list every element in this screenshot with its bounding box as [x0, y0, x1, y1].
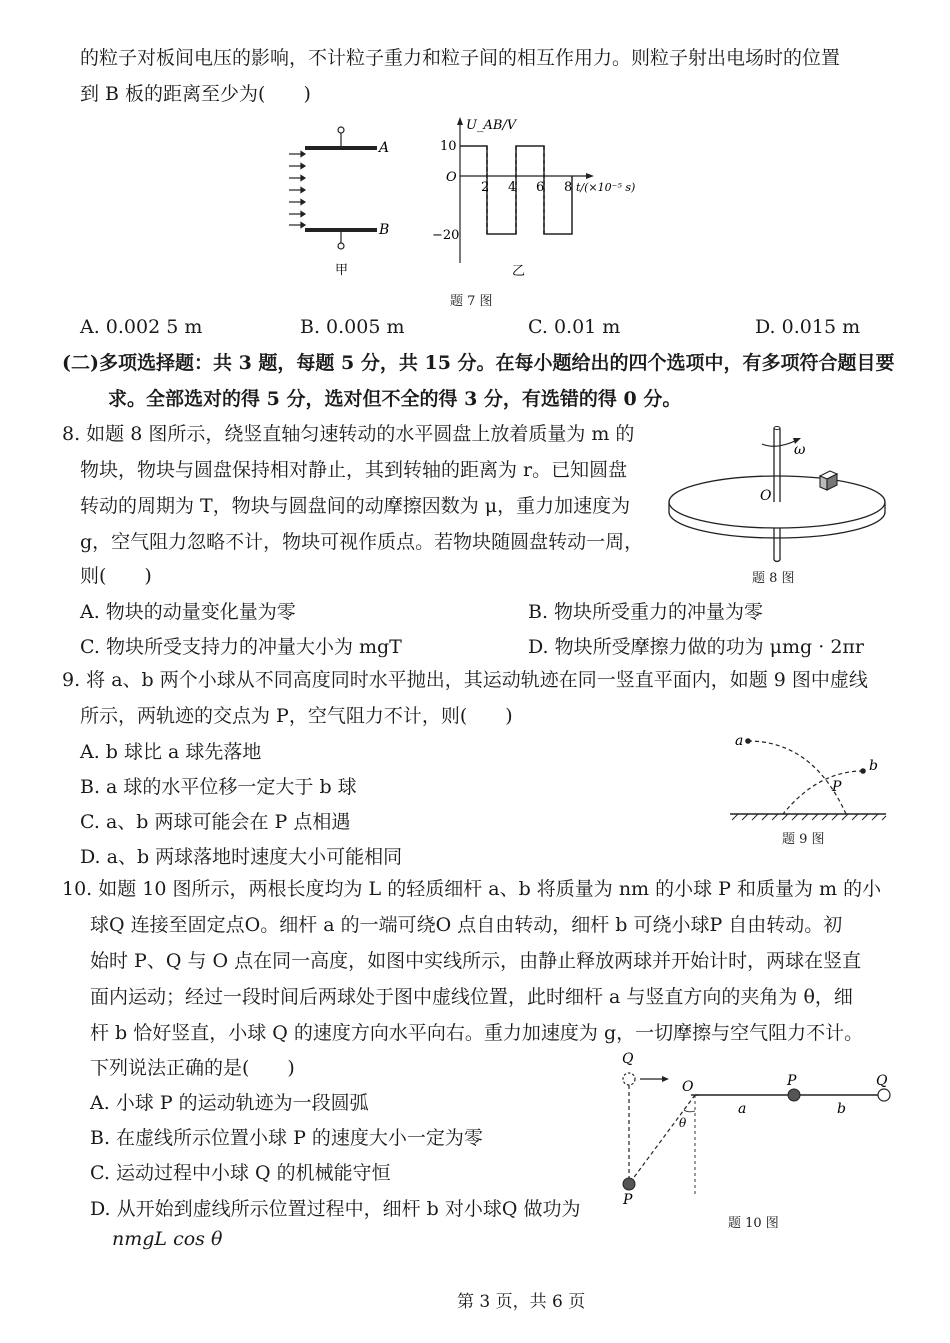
q10-text-line1: 10. 如题 10 图所示，两根长度均为 L 的轻质细杆 a、b 将质量为 nm 的小球 P 和质量为 m 的小 — [62, 878, 882, 900]
q10-text-line4: 面内运动；经过一段时间后两球处于图中虚线位置，此时细杆 a 与竖直方向的夹角为 θ，细 — [90, 986, 853, 1008]
plate-a-label: A — [379, 140, 390, 156]
q7-option-d: D. 0.015 m — [755, 316, 861, 338]
q8-option-d: D. 物块所受摩擦力做的功为 μmg · 2πr — [528, 636, 864, 658]
q10-text-line3: 始时 P、Q 与 O 点在同一高度，如图中实线所示，由静止释放两球并开始计时，两球在竖直 — [90, 950, 862, 972]
q9-figure-trajectories — [728, 728, 888, 823]
q9-option-d: D. a、b 两球落地时速度大小可能相同 — [80, 846, 403, 868]
q8-text-line3: 转动的周期为 T，物块与圆盘间的动摩擦因数为 μ，重力加速度为 — [80, 495, 631, 517]
omega-label: ω — [794, 442, 806, 458]
x-tick-8: 8 — [564, 180, 573, 195]
p-right-label: P — [787, 1073, 797, 1089]
q8-text-line5: 则( ) — [80, 565, 152, 587]
o-label: O — [682, 1079, 694, 1095]
q7-option-a: A. 0.002 5 m — [80, 316, 203, 338]
q9-text-line1: 9. 将 a、b 两个小球从不同高度同时水平抛出，其运动轨迹在同一竖直平面内，如题 9 图中虚线 — [62, 669, 868, 691]
q7-text-line1: 的粒子对板间电压的影响，不计粒子重力和粒子间的相互作用力。则粒子射出电场时的位置 — [80, 47, 841, 69]
p-bottom-label: P — [623, 1192, 633, 1207]
center-o-label: O — [760, 488, 772, 504]
fig-yi-caption: 乙 — [512, 264, 526, 278]
point-p-label: P — [832, 779, 842, 795]
y-tick-bottom: −20 — [432, 228, 460, 243]
x-tick-4: 4 — [508, 180, 517, 195]
x-tick-6: 6 — [536, 180, 545, 195]
y-tick-top: 10 — [440, 139, 457, 154]
q9-option-c: C. a、b 两球可能会在 P 点相遇 — [80, 811, 351, 833]
q8-option-c: C. 物块所受支持力的冲量大小为 mgT — [80, 636, 402, 658]
q7-figure-jia — [285, 122, 405, 277]
q8-text-line2: 物块，物块与圆盘保持相对静止，其到转轴的距离为 r。已知圆盘 — [80, 459, 628, 481]
q7-figure-yi — [430, 113, 660, 278]
origin-label: O — [446, 170, 457, 185]
plate-b-label: B — [379, 222, 390, 238]
q9-option-a: A. b 球比 a 球先落地 — [80, 741, 262, 763]
ball-a-label: a — [735, 733, 744, 749]
q10-option-a: A. 小球 P 的运动轨迹为一段圆弧 — [90, 1092, 369, 1114]
q8-option-b: B. 物块所受重力的冲量为零 — [528, 601, 764, 623]
fig-jia-caption: 甲 — [335, 263, 349, 277]
q10-option-d: D. 从开始到虚线所示位置过程中，细杆 b 对小球Q 做功为 — [90, 1198, 581, 1220]
section2-heading-line1: (二)多项选择题：共 3 题，每题 5 分，共 15 分。在每小题给出的四个选项中，有多项符合题目要 — [62, 352, 895, 374]
q7-figure-caption: 题 7 图 — [450, 294, 493, 309]
q10-figure-rods — [612, 1047, 902, 1207]
ball-b-label: b — [869, 758, 878, 774]
q9-figure-caption: 题 9 图 — [782, 832, 825, 847]
rod-b-label: b — [837, 1101, 846, 1117]
q8-figure-caption: 题 8 图 — [752, 571, 795, 586]
theta-label: θ — [679, 1116, 687, 1130]
q8-text-line1: 8. 如题 8 图所示，绕竖直轴匀速转动的水平圆盘上放着质量为 m 的 — [62, 423, 635, 445]
q-top-label: Q — [622, 1051, 634, 1067]
x-tick-2: 2 — [481, 180, 490, 195]
q10-option-c: C. 运动过程中小球 Q 的机械能守恒 — [90, 1162, 391, 1184]
q8-option-a: A. 物块的动量变化量为零 — [80, 601, 296, 623]
q-right-label: Q — [876, 1073, 888, 1089]
y-axis-label: U_AB/V — [466, 118, 517, 133]
q10-option-d-cont: nmgL cos θ — [112, 1228, 223, 1250]
q8-text-line4: g，空气阻力忽略不计，物块可视作质点。若物块随圆盘转动一周， — [80, 531, 644, 553]
page-footer: 第 3 页，共 6 页 — [457, 1292, 586, 1312]
q10-figure-caption: 题 10 图 — [728, 1216, 779, 1231]
q9-text-line2: 所示，两轨迹的交点为 P，空气阻力不计，则( ) — [80, 705, 513, 727]
q9-option-b: B. a 球的水平位移一定大于 b 球 — [80, 776, 357, 798]
q7-option-b: B. 0.005 m — [300, 316, 405, 338]
section2-heading-line2: 求。全部选对的得 5 分，选对但不全的得 3 分，有选错的得 0 分。 — [108, 388, 682, 410]
q10-text-line2: 球Q 连接至固定点O。细杆 a 的一端可绕O 点自由转动，细杆 b 可绕小球P 自由转动。初 — [90, 914, 843, 936]
rod-a-label: a — [738, 1101, 747, 1117]
q7-text-line2: 到 B 板的距离至少为( ) — [80, 83, 311, 105]
q7-option-c: C. 0.01 m — [528, 316, 621, 338]
q10-option-b: B. 在虚线所示位置小球 P 的速度大小一定为零 — [90, 1127, 483, 1149]
q10-text-line5: 杆 b 恰好竖直，小球 Q 的速度方向水平向右。重力加速度为 g，一切摩擦与空气阻力不计。 — [90, 1022, 864, 1044]
q10-text-line6: 下列说法正确的是( ) — [90, 1057, 295, 1079]
x-axis-label: t/(×10⁻⁵ s) — [576, 181, 636, 194]
